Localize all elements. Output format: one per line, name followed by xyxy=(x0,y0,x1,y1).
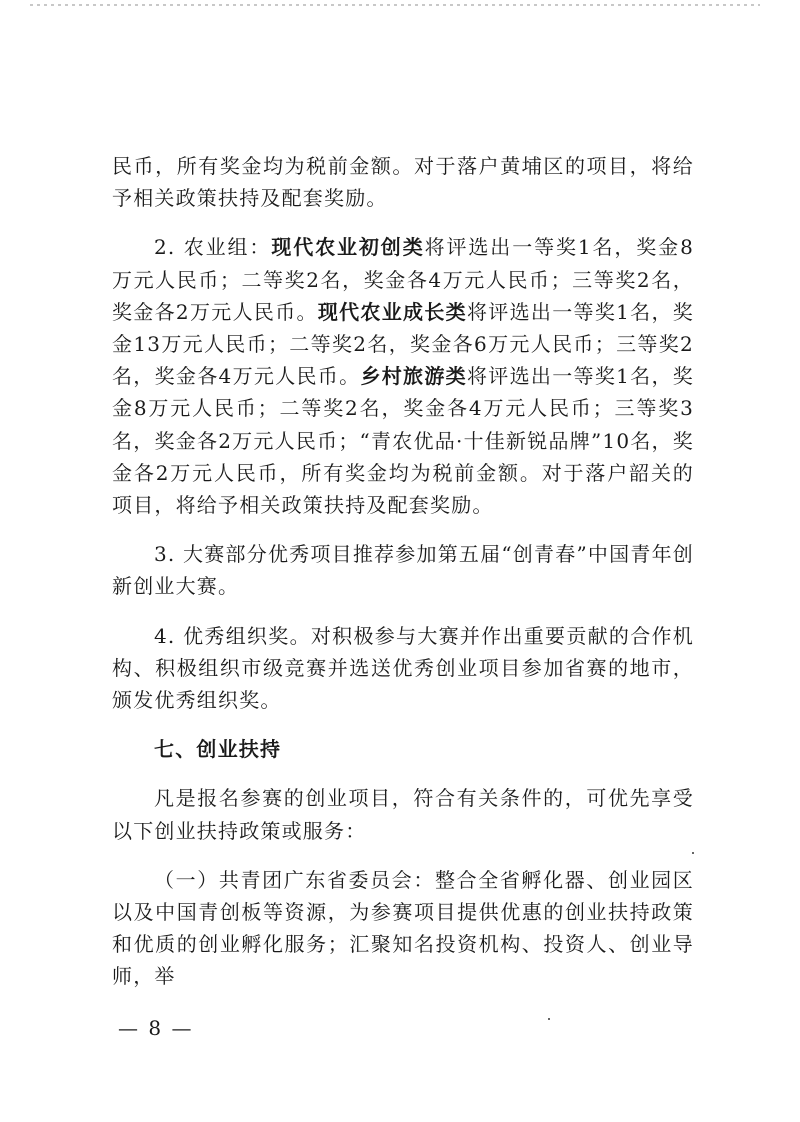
page-number: — 8 — xyxy=(118,1016,194,1040)
paragraph-recommendation: 3. 大赛部分优秀项目推荐参加第五届“创青春”中国青年创新创业大赛。 xyxy=(112,542,694,599)
scan-edge-artifact xyxy=(30,4,760,6)
document-body xyxy=(112,150,694,993)
scan-speck xyxy=(692,852,694,854)
paragraph-agriculture-group xyxy=(112,231,694,521)
section-heading-entrepreneurship-support: 七、创业扶持 xyxy=(154,737,282,762)
paragraph-youth-league-support: （一）共青团广东省委员会：整合全省孵化器、创业园区以及中国青创板等资源，为参赛项目提供优惠的创业扶持政策和优质的创业孵化服务；汇聚知名投资机构、投资人、创业导师，举 xyxy=(112,867,694,989)
category-modern-agri-startup: 现代农业初创类 xyxy=(271,235,425,260)
growth-awards: 将评选出一等奖1名，奖金13万元人民币；二等奖2名，奖金各6万元人民币；三等奖2名，奖金各4万元人民币。 xyxy=(112,299,694,389)
category-rural-tourism: 乡村旅游类 xyxy=(360,364,467,389)
paragraph-organization-award: 4. 优秀组织奖。对积极参与大赛并作出重要贡献的合作机构、积极组织市级竞赛并选送优秀创业项目参加省赛的地市，颁发优秀组织奖。 xyxy=(112,623,694,713)
scan-speck xyxy=(548,1018,550,1020)
agriculture-intro: 2. 农业组： xyxy=(154,235,272,260)
category-modern-agri-growth: 现代农业成长类 xyxy=(317,299,467,324)
startup-awards: 将评选出一等奖1名，奖金8万元人民币；二等奖2名，奖金各4万元人民币；三等奖2名，奖金各2万元人民币。 xyxy=(112,235,695,324)
tourism-awards: 将评选出一等奖1名，奖金8万元人民币；二等奖2名，奖金各4万元人民币；三等奖3名，奖金各2万元人民币；“青农优品·十佳新锐品牌”10名，奖金各2万元人民币，所有奖金均为税前金额。对于落户韶关的项目，将给予相关政策扶持及配套奖励。 xyxy=(112,364,694,518)
paragraph-support-intro: 凡是报名参赛的创业项目，符合有关条件的，可优先享受以下创业扶持政策或服务： xyxy=(112,786,694,843)
paragraph-award-continuation: 民币，所有奖金均为税前金额。对于落户黄埔区的项目，将给予相关政策扶持及配套奖励。 xyxy=(112,154,694,211)
